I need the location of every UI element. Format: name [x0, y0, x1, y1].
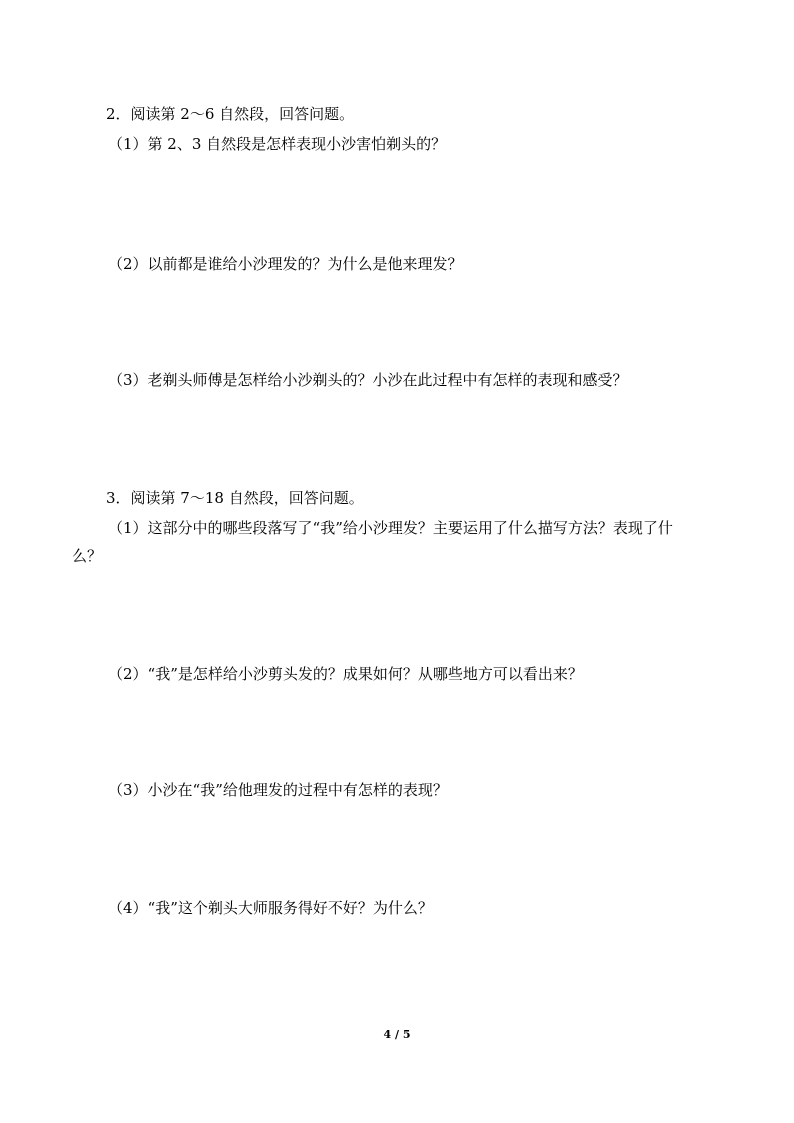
- section-2-heading: 2．阅读第 2～6 自然段，回答问题。: [106, 105, 355, 123]
- section-3-heading: 3．阅读第 7～18 自然段，回答问题。: [106, 489, 364, 507]
- section-3-question-3: （3）小沙在“我”给他理发的过程中有怎样的表现？: [108, 781, 448, 799]
- section-2-question-1: （1）第 2、3 自然段是怎样表现小沙害怕剃头的？: [108, 135, 447, 153]
- page-number: 4 / 5: [383, 1028, 411, 1041]
- section-2-question-3: （3）老剃头师傅是怎样给小沙剃头的？小沙在此过程中有怎样的表现和感受？: [108, 371, 628, 389]
- section-3-question-1-line-2: 么？: [72, 547, 103, 565]
- section-3-question-1-line-1: （1）这部分中的哪些段落写了“我”给小沙理发？主要运用了什么描写方法？表现了什: [108, 519, 673, 537]
- section-2-question-2: （2）以前都是谁给小沙理发的？为什么是他来理发？: [108, 255, 463, 273]
- section-3-question-2: （2）“我”是怎样给小沙剪头发的？成果如何？从哪些地方可以看出来？: [108, 665, 583, 683]
- section-3-question-4: （4）“我”这个剃头大师服务得好不好？为什么？: [108, 899, 433, 917]
